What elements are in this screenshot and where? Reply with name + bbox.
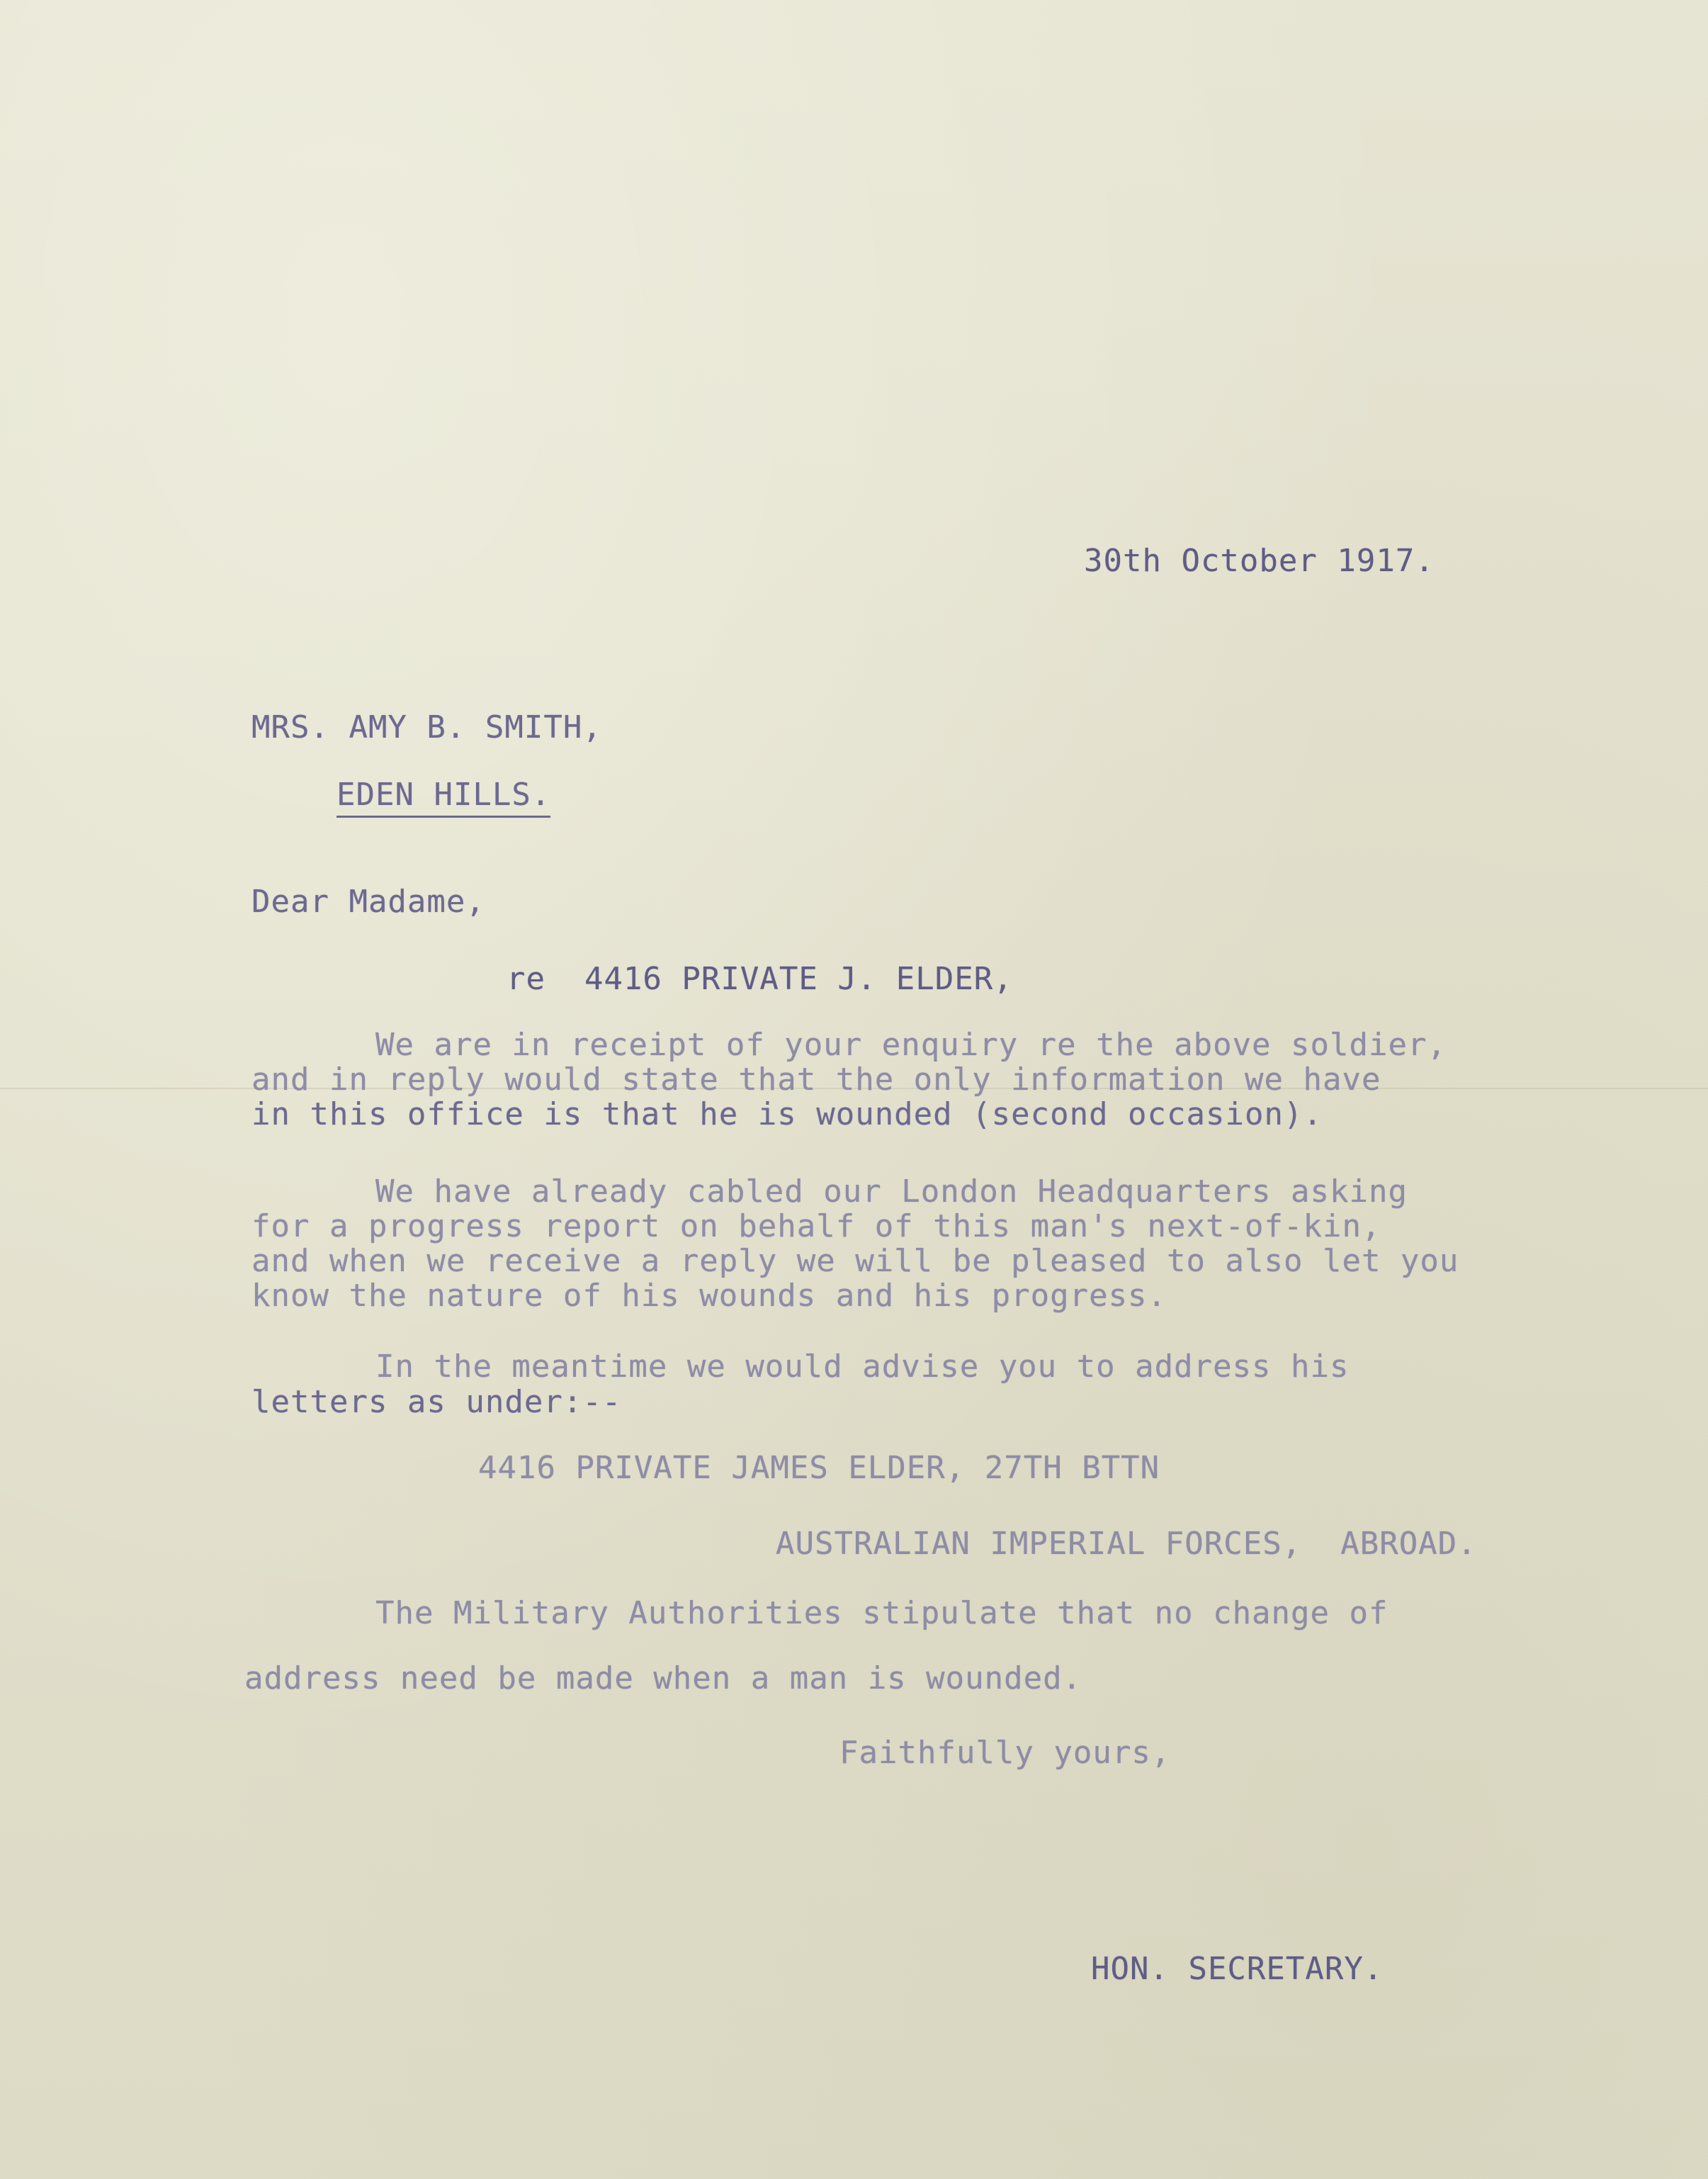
paragraph3-line1: In the meantime we would advise you to address his <box>375 1348 1350 1385</box>
closing: Faithfully yours, <box>839 1735 1171 1771</box>
paragraph1-line3: in this office is that he is wounded (second occasion). <box>251 1096 1323 1132</box>
signatory: HON. SECRETARY. <box>1091 1951 1384 1987</box>
paragraph4-line1: The Military Authorities stipulate that no change of <box>375 1595 1389 1631</box>
paragraph1-line1: We are in receipt of your enquiry re the above soldier, <box>375 1027 1447 1063</box>
address-line1: 4416 PRIVATE JAMES ELDER, 27TH BTTN <box>478 1450 1160 1486</box>
salutation: Dear Madame, <box>251 884 485 920</box>
paragraph2-line1: We have already cabled our London Headquarters asking <box>375 1173 1408 1210</box>
recipient-name: MRS. AMY B. SMITH, <box>251 709 602 745</box>
paragraph4-line2: address need be made when a man is wounded. <box>244 1660 1082 1696</box>
address-line2: AUSTRALIAN IMPERIAL FORCES, ABROAD. <box>776 1526 1477 1562</box>
paragraph1-line2: and in reply would state that the only information we have <box>251 1062 1381 1098</box>
paragraph2-line2: for a progress report on behalf of this man's next-of-kin, <box>251 1208 1381 1244</box>
paragraph2-line4: know the nature of his wounds and his progress. <box>251 1278 1167 1314</box>
paragraph2-line3: and when we receive a reply we will be pleased to also let you <box>251 1243 1459 1279</box>
subject-line: re 4416 PRIVATE J. ELDER, <box>507 961 1013 997</box>
letter-date: 30th October 1917. <box>1084 543 1435 579</box>
paragraph3-line2: letters as under:-- <box>251 1384 622 1420</box>
recipient-place: EDEN HILLS. <box>336 776 550 818</box>
